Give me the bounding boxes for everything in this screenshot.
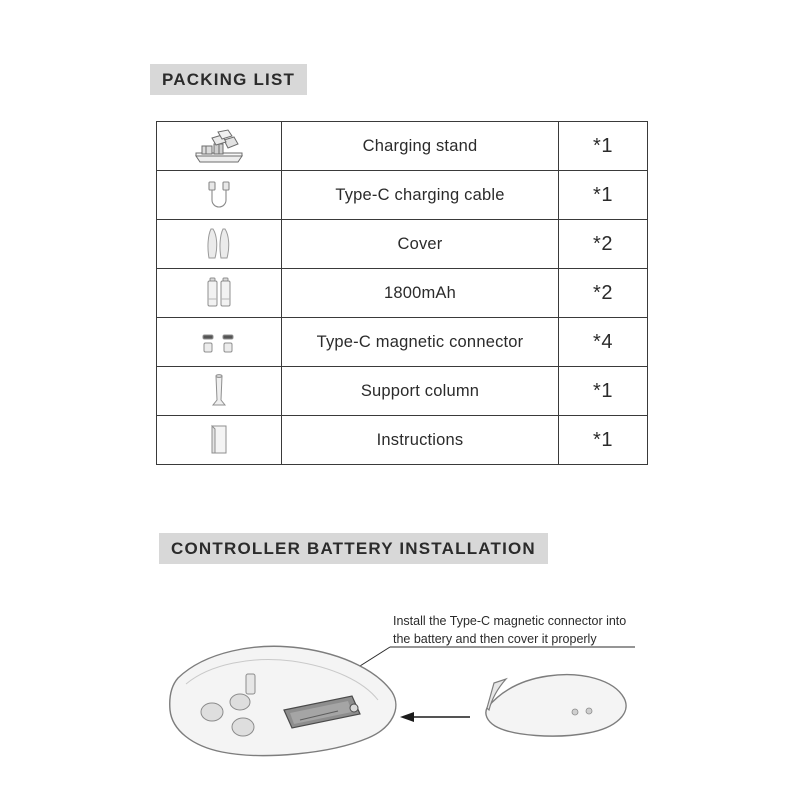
table-row xyxy=(157,220,648,269)
row-icon-cell xyxy=(157,318,282,367)
usb-c-cable-icon xyxy=(157,171,281,219)
row-icon-cell xyxy=(157,416,282,465)
controller-cover-illustration xyxy=(486,675,626,736)
row-quantity: *1 xyxy=(559,367,648,416)
battery-icon xyxy=(157,269,281,317)
table-row xyxy=(157,367,648,416)
table-row xyxy=(157,416,648,465)
row-quantity: *2 xyxy=(559,269,648,318)
row-quantity: *2 xyxy=(559,220,648,269)
packing-list-table xyxy=(156,121,648,465)
battery-installation-heading: CONTROLLER BATTERY INSTALLATION xyxy=(159,533,548,564)
callout-text: Install the Type-C magnetic connector into the battery and then cover it properly xyxy=(393,614,627,647)
row-label: 1800mAh xyxy=(282,269,559,318)
magnetic-connector-icon xyxy=(157,318,281,366)
support-column-icon xyxy=(157,367,281,415)
battery-installation-illustration xyxy=(0,580,800,800)
row-icon-cell xyxy=(157,220,282,269)
table-row xyxy=(157,122,648,171)
row-label: Cover xyxy=(282,220,559,269)
row-label: Support column xyxy=(282,367,559,416)
instructions-booklet-icon xyxy=(157,416,281,464)
left-arrow-icon xyxy=(400,712,470,722)
controller-body-illustration xyxy=(170,646,396,755)
row-quantity: *4 xyxy=(559,318,648,367)
row-icon-cell xyxy=(157,269,282,318)
row-icon-cell xyxy=(157,367,282,416)
row-quantity: *1 xyxy=(559,171,648,220)
table-row xyxy=(157,171,648,220)
packing-list-heading: PACKING LIST xyxy=(150,64,307,95)
row-label: Instructions xyxy=(282,416,559,465)
row-icon-cell xyxy=(157,122,282,171)
cover-icon xyxy=(157,220,281,268)
charging-stand-icon xyxy=(157,122,281,170)
row-label: Charging stand xyxy=(282,122,559,171)
row-label: Type-C charging cable xyxy=(282,171,559,220)
table-row xyxy=(157,269,648,318)
row-quantity: *1 xyxy=(559,416,648,465)
row-label: Type-C magnetic connector xyxy=(282,318,559,367)
table-row xyxy=(157,318,648,367)
row-icon-cell xyxy=(157,171,282,220)
row-quantity: *1 xyxy=(559,122,648,171)
